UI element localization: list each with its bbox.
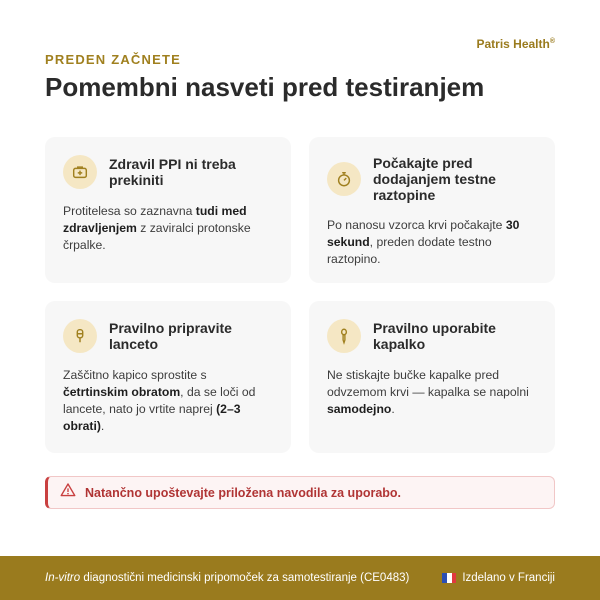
medical-kit-icon xyxy=(63,155,97,189)
card-title: Pravilno pripravite lanceto xyxy=(109,320,232,352)
footer-device-note: In-vitro diagnostični medicinski pripomoček za samotestiranje (CE0483) xyxy=(45,572,410,584)
section-eyebrow: PREDEN ZAČNETE xyxy=(45,52,181,67)
card-title: Pravilno uporabite kapalko xyxy=(373,320,496,352)
brand-name: Patris Health xyxy=(476,37,550,51)
brand-registered-mark: ® xyxy=(549,38,555,45)
tip-card-dropper xyxy=(309,301,555,453)
warning-banner xyxy=(45,476,555,509)
card-text: Zaščitno kapico sprostite s četrtinskim obratom, da se loči od lancete, nato jo vrtite naprej (2–3 obrati). xyxy=(63,368,256,433)
brand-logo xyxy=(476,37,555,51)
card-text: Ne stiskajte bučke kapalke pred odvzemom krvi — kapalka se napolni samodejno. xyxy=(327,368,529,416)
footer-bar xyxy=(0,556,600,600)
lancet-icon xyxy=(63,319,97,353)
page-title: Pomembni nasveti pred testiranjem xyxy=(45,72,485,102)
tip-card-ppi xyxy=(45,137,291,283)
tip-card-wait xyxy=(309,137,555,283)
card-text: Protitelesa so zaznavna tudi med zdravljenjem z zaviralci protonske črpalke. xyxy=(63,204,251,252)
footer-made-in xyxy=(442,572,555,584)
stopwatch-icon xyxy=(327,162,361,196)
warning-icon xyxy=(60,482,76,503)
france-flag-icon xyxy=(442,573,456,583)
card-title: Počakajte pred dodajanjem testne raztopine xyxy=(373,155,496,203)
dropper-icon xyxy=(327,319,361,353)
tip-card-lancet xyxy=(45,301,291,453)
card-title: Zdravil PPI ni treba prekiniti xyxy=(109,156,236,188)
warning-text: Natančno upoštevajte priložena navodila za uporabo. xyxy=(85,485,402,500)
card-text: Po nanosu vzorca krvi počakajte 30 sekund, preden dodate testno raztopino. xyxy=(327,218,520,266)
made-in-label: Izdelano v Franciji xyxy=(462,572,555,584)
